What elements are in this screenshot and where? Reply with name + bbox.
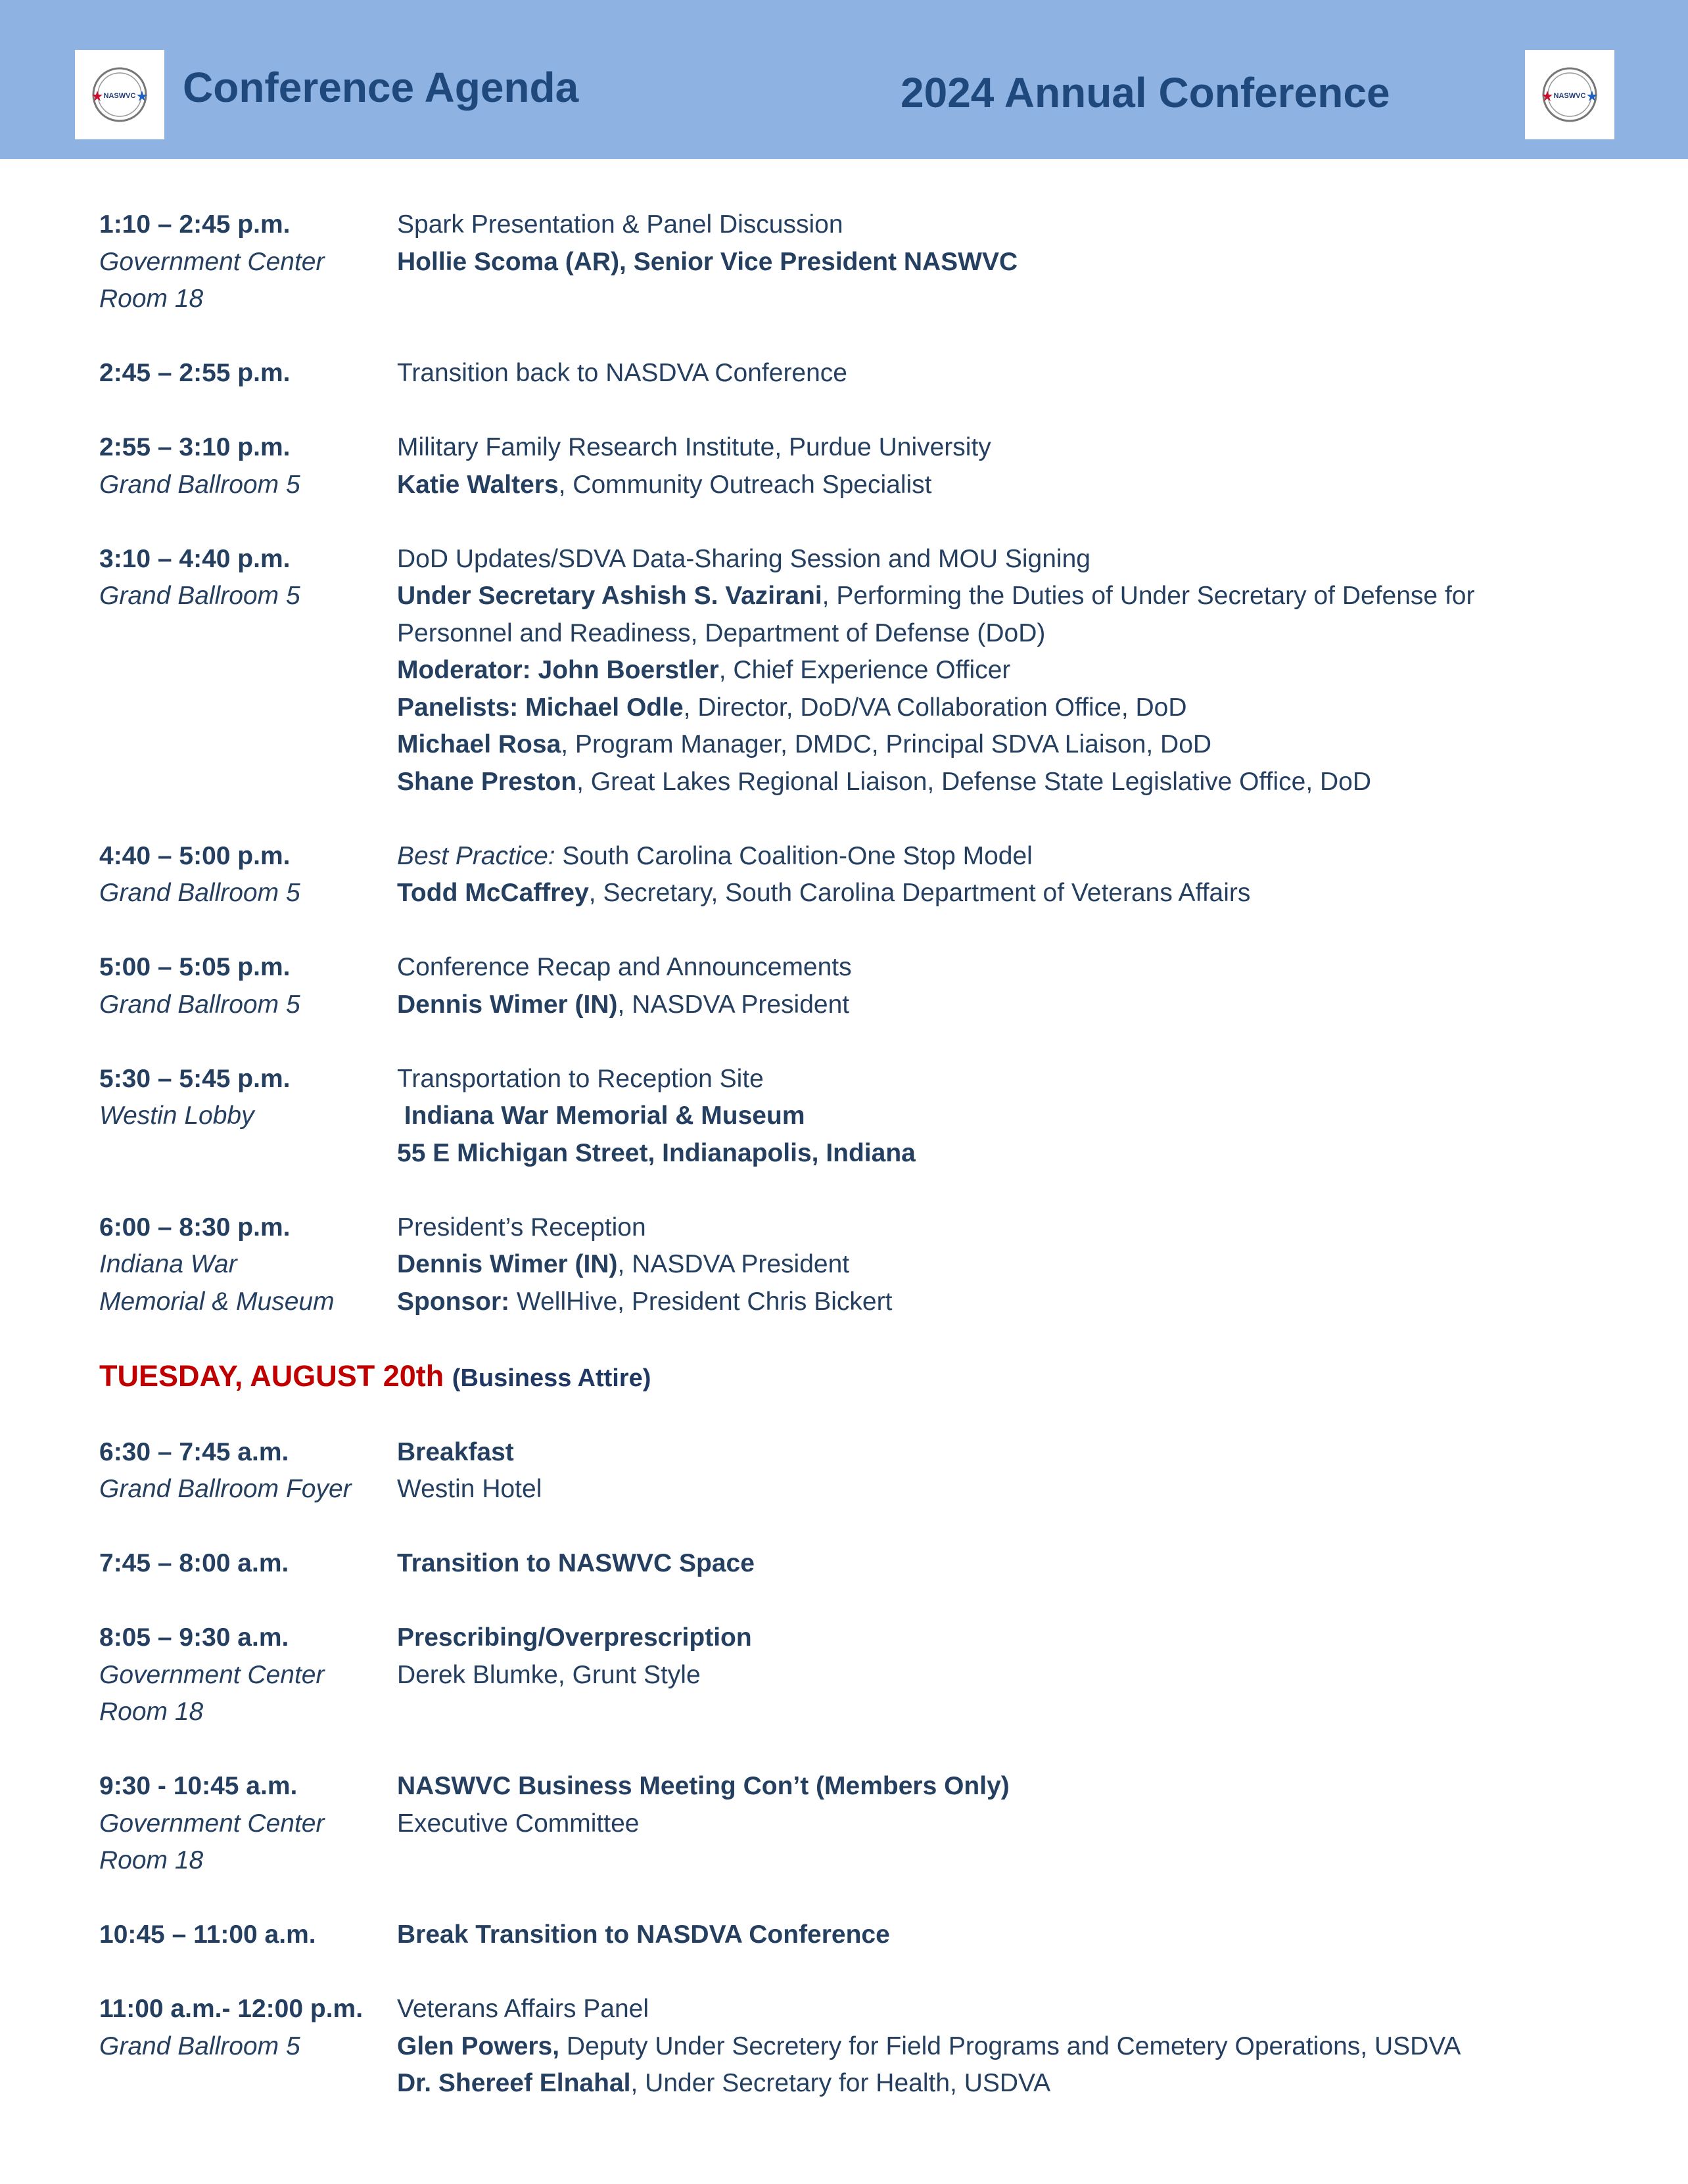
session-time-column (99, 1768, 397, 1880)
session-location: Government Center (99, 1660, 325, 1689)
session-time-column (99, 355, 397, 392)
session-detail-line (397, 615, 1611, 653)
session-time-column (99, 1917, 397, 1954)
session-title (397, 1209, 1611, 1247)
speaker-name: Shane Preston (397, 767, 577, 796)
speaker-name: NASWVC Business Meeting Con’t (Members Only) (397, 1772, 1010, 1800)
svg-text:NASWVC: NASWVC (1553, 92, 1586, 100)
session-detail-line (397, 467, 1611, 504)
spacer (99, 392, 1611, 430)
speaker-name: Break Transition to NASDVA Conference (397, 1920, 890, 1949)
header-banner (0, 0, 1688, 159)
agenda-session (99, 1434, 1611, 1508)
session-time: 5:30 – 5:45 p.m. (99, 1064, 291, 1093)
session-detail-line (397, 1098, 1611, 1135)
session-title (397, 1434, 1611, 1472)
agenda-session (99, 1545, 1611, 1583)
session-details (397, 1545, 1611, 1583)
text-segment: Spark Presentation & Panel Discussion (397, 210, 843, 239)
text-segment: Transportation to Reception Site (397, 1064, 764, 1093)
session-detail-line (397, 578, 1611, 615)
text-segment: DoD Updates/SDVA Data-Sharing Session and MOU Signing (397, 544, 1090, 573)
session-location: Government Center (99, 1809, 325, 1838)
speaker-name: Indiana War Memorial & Museum (397, 1102, 805, 1130)
text-segment: Transition back to NASDVA Conference (397, 359, 847, 387)
text-segment: , Under Secretary for Health, USDVA (630, 2069, 1051, 2097)
session-details (397, 1434, 1611, 1508)
session-details (397, 355, 1611, 392)
session-details (397, 1619, 1611, 1731)
session-location: Room 18 (99, 1698, 204, 1726)
text-segment: Personnel and Readiness, Department of Defense (DoD) (397, 618, 1046, 647)
session-time: 11:00 a.m.- 12:00 p.m. (99, 1995, 363, 2023)
text-segment: , Director, DoD/VA Collaboration Office, DoD (683, 693, 1187, 722)
naswvc-logo-right (1525, 50, 1614, 139)
session-detail-line (397, 2028, 1611, 2066)
naswvc-seal-icon (88, 63, 151, 126)
text-segment: Veterans Affairs Panel (397, 1995, 649, 2023)
session-time: 7:45 – 8:00 a.m. (99, 1549, 289, 1577)
session-location: Grand Ballroom 5 (99, 470, 300, 499)
session-detail-line (397, 726, 1611, 764)
session-details (397, 541, 1611, 801)
text-segment: Conference Recap and Announcements (397, 953, 852, 981)
session-detail-line (397, 1471, 1611, 1508)
dress-code-note: (Business Attire) (452, 1364, 651, 1392)
session-time: 4:40 – 5:00 p.m. (99, 841, 291, 870)
text-segment: Derek Blumke, Grunt Style (397, 1660, 701, 1689)
speaker-name: Moderator: John Boerstler (397, 656, 719, 684)
agenda-session (99, 206, 1611, 318)
page-title: Conference Agenda (183, 64, 579, 111)
text-segment: Deputy Under Secretery for Field Programs and Cemetery Operations, USDVA (559, 2032, 1461, 2060)
spacer (99, 1172, 1611, 1209)
session-details (397, 949, 1611, 1023)
spacer (99, 1023, 1611, 1061)
speaker-name: Sponsor: (397, 1287, 510, 1316)
speaker-name: 55 E Michigan Street, Indianapolis, Indiana (397, 1138, 916, 1167)
text-segment: Best Practice: (397, 841, 555, 870)
session-location: Westin Lobby (99, 1102, 254, 1130)
spacer (99, 1508, 1611, 1546)
svg-text:NASWVC: NASWVC (103, 92, 136, 100)
text-segment: , Performing the Duties of Under Secretary of Defense for (822, 582, 1475, 610)
session-title (397, 541, 1611, 578)
session-title (397, 1545, 1611, 1583)
agenda-session (99, 1209, 1611, 1321)
session-time-column (99, 1209, 397, 1321)
session-title (397, 355, 1611, 392)
session-time-column (99, 429, 397, 503)
text-segment: Executive Committee (397, 1809, 640, 1838)
session-location: Room 18 (99, 1846, 204, 1874)
spacer (99, 801, 1611, 838)
speaker-name: Dr. Shereef Elnahal (397, 2069, 631, 2097)
day-heading-date: TUESDAY, AUGUST 20th (99, 1359, 444, 1393)
text-segment: , Secretary, South Carolina Department of Veterans Affairs (588, 879, 1251, 907)
session-detail-line (397, 244, 1611, 281)
session-time: 10:45 – 11:00 a.m. (99, 1920, 316, 1949)
agenda-session (99, 1917, 1611, 1954)
text-segment: , Community Outreach Specialist (558, 470, 932, 499)
text-segment: , NASDVA President (617, 1250, 850, 1278)
speaker-name: Hollie Scoma (AR), Senior Vice President NASWVC (397, 247, 1018, 276)
session-title (397, 429, 1611, 467)
agenda-content (99, 206, 1611, 2139)
session-time: 2:55 – 3:10 p.m. (99, 433, 291, 461)
session-location: Government Center (99, 247, 325, 276)
spacer (99, 1880, 1611, 1917)
session-detail-line (397, 2065, 1611, 2103)
session-time-column (99, 206, 397, 318)
session-title (397, 838, 1611, 875)
session-title (397, 1768, 1611, 1805)
speaker-name: Michael Rosa (397, 730, 561, 758)
session-location: Grand Ballroom 5 (99, 879, 300, 907)
session-time-column (99, 1061, 397, 1173)
session-title (397, 1917, 1611, 1954)
session-time-column (99, 541, 397, 801)
spacer (99, 2103, 1611, 2140)
agenda-session (99, 429, 1611, 503)
session-detail-line (397, 987, 1611, 1024)
session-location: Grand Ballroom 5 (99, 990, 300, 1019)
speaker-name: Todd McCaffrey (397, 879, 589, 907)
tuesday-sessions (99, 1434, 1611, 2140)
agenda-session (99, 355, 1611, 392)
session-detail-line (397, 1657, 1611, 1694)
text-segment: WellHive, President Chris Bickert (509, 1287, 893, 1316)
agenda-session (99, 949, 1611, 1023)
session-detail-line (397, 764, 1611, 801)
session-details (397, 1061, 1611, 1173)
session-title (397, 949, 1611, 987)
session-location: Grand Ballroom Foyer (99, 1475, 352, 1503)
session-time: 6:00 – 8:30 p.m. (99, 1213, 291, 1242)
text-segment: , Chief Experience Officer (718, 656, 1011, 684)
speaker-name: Prescribing/Overprescription (397, 1623, 752, 1652)
session-details (397, 1209, 1611, 1321)
session-details (397, 1991, 1611, 2103)
day-heading-tuesday (99, 1358, 1611, 1397)
monday-sessions (99, 206, 1611, 1358)
speaker-name: Under Secretary Ashish S. Vazirani (397, 582, 822, 610)
session-location: Memorial & Museum (99, 1287, 335, 1316)
session-time: 6:30 – 7:45 a.m. (99, 1437, 289, 1466)
speaker-name: Dennis Wimer (IN) (397, 990, 618, 1019)
session-title (397, 206, 1611, 244)
text-segment: , NASDVA President (617, 990, 850, 1019)
session-time: 9:30 - 10:45 a.m. (99, 1772, 298, 1800)
speaker-name: Panelists: Michael Odle (397, 693, 684, 722)
session-time-column (99, 949, 397, 1023)
agenda-session (99, 1061, 1611, 1173)
naswvc-seal-icon (1538, 63, 1601, 126)
spacer (99, 318, 1611, 356)
text-segment: , Program Manager, DMDC, Principal SDVA Liaison, DoD (561, 730, 1212, 758)
session-detail-line (397, 1284, 1611, 1321)
session-detail-line (397, 652, 1611, 689)
session-location: Grand Ballroom 5 (99, 2032, 300, 2060)
agenda-session (99, 1768, 1611, 1880)
session-location: Indiana War (99, 1250, 237, 1278)
session-details (397, 1768, 1611, 1880)
spacer (99, 1320, 1611, 1358)
session-details (397, 206, 1611, 318)
spacer (99, 1954, 1611, 1991)
speaker-name: Transition to NASWVC Space (397, 1549, 755, 1577)
session-title (397, 1619, 1611, 1657)
text-segment: Military Family Research Institute, Purdue University (397, 433, 991, 461)
session-detail-line (397, 875, 1611, 912)
session-time-column (99, 1991, 397, 2103)
session-time: 8:05 – 9:30 a.m. (99, 1623, 289, 1652)
session-detail-line (397, 1805, 1611, 1843)
session-location: Grand Ballroom 5 (99, 582, 300, 610)
session-details (397, 429, 1611, 503)
session-location: Room 18 (99, 285, 204, 313)
session-details (397, 838, 1611, 912)
session-title (397, 1061, 1611, 1098)
session-title (397, 1991, 1611, 2028)
session-time: 1:10 – 2:45 p.m. (99, 210, 291, 239)
spacer (99, 1583, 1611, 1620)
text-segment: South Carolina Coalition-One Stop Model (555, 841, 1033, 870)
speaker-name: Katie Walters (397, 470, 559, 499)
session-detail-line (397, 1246, 1611, 1284)
session-time-column (99, 1619, 397, 1731)
spacer (99, 912, 1611, 950)
session-time-column (99, 1434, 397, 1508)
spacer (99, 1731, 1611, 1769)
agenda-session (99, 838, 1611, 912)
text-segment: , Great Lakes Regional Liaison, Defense State Legislative Office, DoD (576, 767, 1372, 796)
session-time: 2:45 – 2:55 p.m. (99, 359, 291, 387)
session-detail-line (397, 689, 1611, 727)
conference-title: 2024 Annual Conference (901, 69, 1390, 116)
spacer (99, 1397, 1611, 1434)
agenda-session (99, 541, 1611, 801)
session-time: 3:10 – 4:40 p.m. (99, 544, 291, 573)
speaker-name: Breakfast (397, 1437, 514, 1466)
session-time-column (99, 1545, 397, 1583)
session-time-column (99, 838, 397, 912)
session-detail-line (397, 1135, 1611, 1173)
naswvc-logo-left (75, 50, 164, 139)
speaker-name: Glen Powers, (397, 2032, 560, 2060)
agenda-session (99, 1991, 1611, 2103)
text-segment: Westin Hotel (397, 1475, 542, 1503)
agenda-session (99, 1619, 1611, 1731)
speaker-name: Dennis Wimer (IN) (397, 1250, 618, 1278)
text-segment: President’s Reception (397, 1213, 646, 1242)
spacer (99, 503, 1611, 541)
session-details (397, 1917, 1611, 1954)
session-time: 5:00 – 5:05 p.m. (99, 953, 291, 981)
